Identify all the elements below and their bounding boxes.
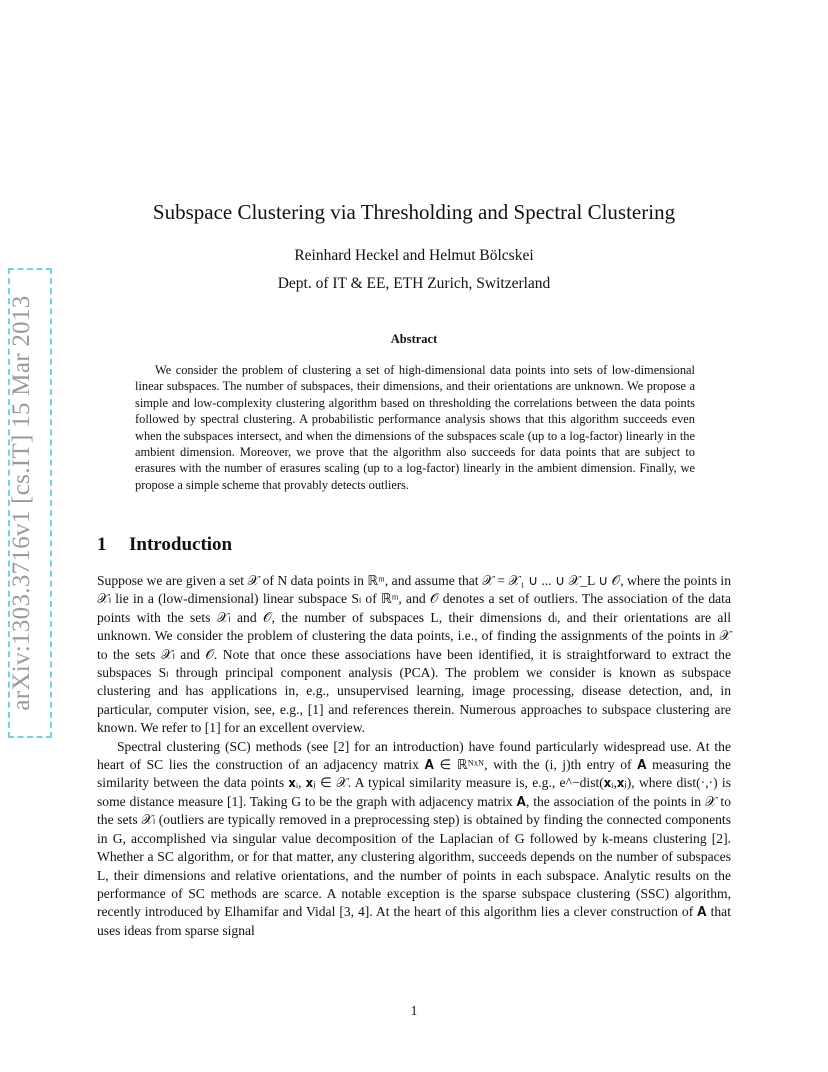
paper-affiliation: Dept. of IT & EE, ETH Zurich, Switzerland	[277, 275, 551, 292]
intro-paragraph-2: Spectral clustering (SC) methods (see [2] for an introduction) have found particularly widespread use. At the heart of SC lies the construction of an adjacency matrix 𝐀 ∈ ℝᴺˣᴺ, with the (i, j)th entry of 𝐀 measuring the similarity between the data points 𝐱ᵢ, 𝐱ⱼ ∈ 𝒳. A typical similarity measure is, e.g., e^−dist(𝐱ᵢ,𝐱ⱼ), where dist(·,·) is some distance measure [1]. Taking G to be the graph with adjacency matrix 𝐀, the association of the points in 𝒳 to the sets 𝒳ₗ (outliers are typically removed in a preprocessing step) is obtained by finding the connected components in G, accomplished via singular value decomposition of the Laplacian of G followed by k-means clustering [2]. Whether a SC algorithm, or for that matter, any clustering algorithm, succeeds depends on the number of subspaces L, their dimensions and relative orientations, and the number of points in each subspace. Analytic results on the performance of SC methods are scarce. A notable exception is the sparse subspace clustering (SSC) algorithm, recently introduced by Elhamifar and Vidal [3, 4]. At the heart of this algorithm lies a clever construction of 𝐀 that uses ideas from sparse signal	[97, 738, 731, 938]
section-heading	[97, 534, 232, 556]
introduction-body	[97, 572, 731, 940]
paper-title: Subspace Clustering via Thresholding and Spectral Clustering	[152, 200, 676, 224]
page-number: 1	[410, 1003, 418, 1018]
abstract-heading: Abstract	[390, 332, 438, 346]
paper-authors: Reinhard Heckel and Helmut Bölcskei	[294, 247, 534, 264]
arxiv-stamp: arXiv:1303.3716v1 [cs.IT] 15 Mar 2013	[8, 295, 35, 711]
section-number: 1	[97, 534, 107, 555]
abstract-body: We consider the problem of clustering a set of high-dimensional data points into sets of low-dimensional linear subspaces. The number of subspaces, their dimensions, and their orientations are unknown. We propose a simple and low-complexity clustering algorithm based on thresholding the correlations between the data points followed by spectral clustering. A probabilistic performance analysis shows that this algorithm succeeds even when the subspaces intersect, and when the dimensions of the subspaces scale (up to a log-factor) linearly in the ambient dimension. Moreover, we prove that the algorithm also succeeds for data points that are subject to erasures with the number of erasures scaling (up to a log-factor) linearly in the ambient dimension. Finally, we propose a simple scheme that provably detects outliers.	[135, 363, 695, 492]
section-title: Introduction	[129, 534, 233, 555]
intro-paragraph-1: Suppose we are given a set 𝒳 of N data points in ℝᵐ, and assume that 𝒳 = 𝒳₁ ∪ ... ∪ 𝒳_L ∪ 𝒪, where the points in 𝒳ₗ lie in a (low-dimensional) linear subspace Sₗ of ℝᵐ, and 𝒪 denotes a set of outliers. The association of the data points with the sets 𝒳ₗ and 𝒪, the number of subspaces L, their dimensions dₗ, and their orientations are all unknown. We consider the problem of clustering the data points, i.e., of finding the assignments of the points in 𝒳 to the sets 𝒳ₗ and 𝒪. Note that once these associations have been identified, it is straightforward to extract the subspaces Sₗ through principal component analysis (PCA). The problem we consider is known as subspace clustering and has applications in, e.g., unsupervised learning, image processing, disease detection, and, in particular, computer vision, see, e.g., [1] and references therein. Numerous approaches to subspace clustering are known. We refer to [1] for an excellent overview.	[97, 573, 731, 736]
